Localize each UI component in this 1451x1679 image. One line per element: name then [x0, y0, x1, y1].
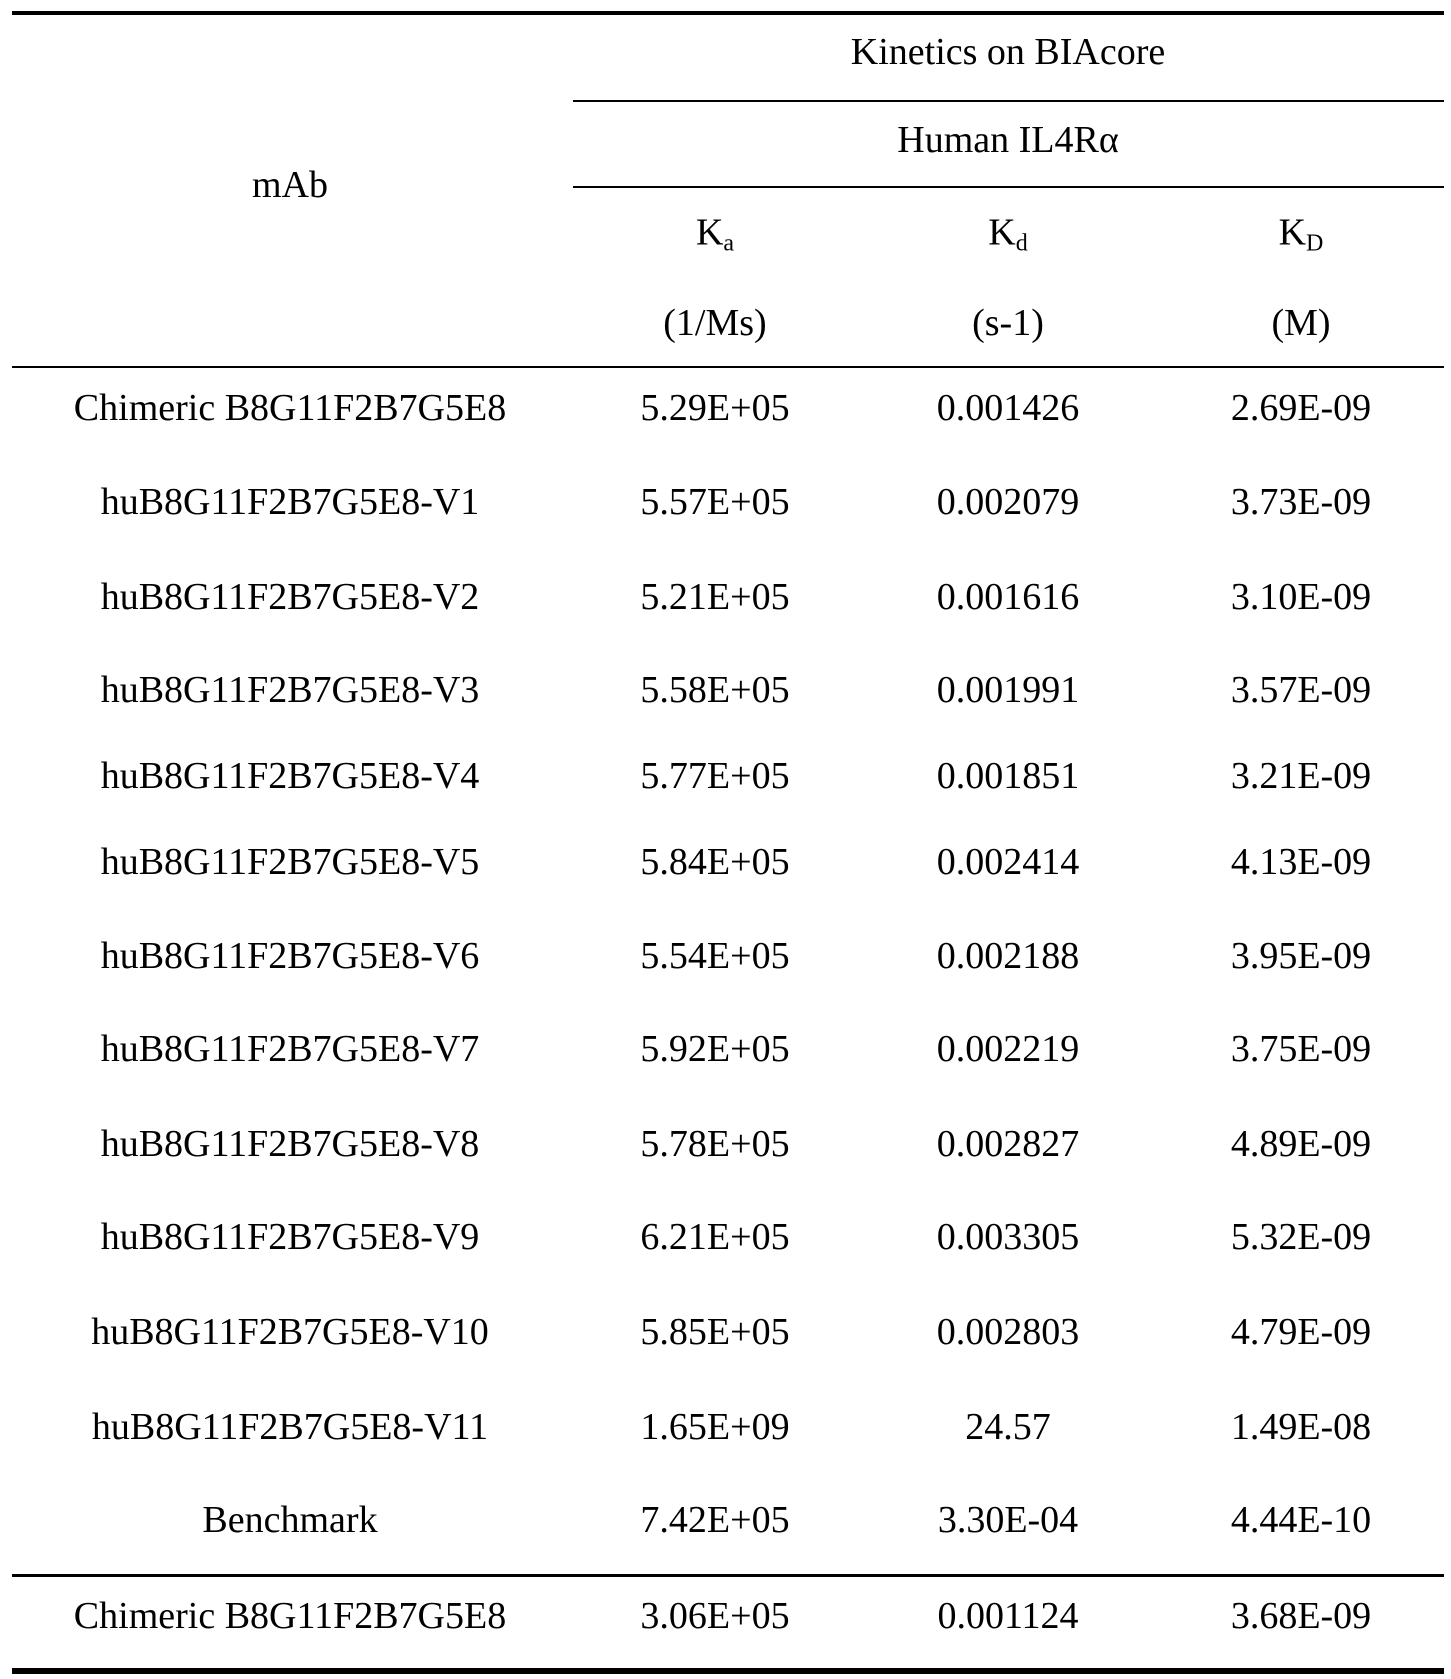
cell-KD: 4.79E-09 — [1231, 1310, 1371, 1354]
cell-kd: 0.002414 — [937, 840, 1080, 884]
cell-mab: huB8G11F2B7G5E8-V4 — [101, 754, 480, 798]
subscript: a — [723, 231, 734, 257]
cell-KD: 3.57E-09 — [1231, 668, 1371, 712]
cell-KD: 4.44E-10 — [1231, 1498, 1371, 1542]
cell-mab: huB8G11F2B7G5E8-V1 — [101, 480, 480, 524]
cell-kd: 0.002188 — [937, 934, 1080, 978]
symbol: K — [1279, 212, 1306, 254]
cell-kd: 0.002827 — [937, 1122, 1080, 1166]
cell-kd: 0.003305 — [937, 1215, 1080, 1259]
cell-mab: huB8G11F2B7G5E8-V11 — [92, 1405, 488, 1449]
cell-KD: 3.68E-09 — [1231, 1594, 1371, 1638]
header-rule — [12, 366, 1444, 368]
col-unit-kd: (s-1) — [972, 301, 1044, 345]
cell-mab: huB8G11F2B7G5E8-V9 — [101, 1215, 480, 1259]
cell-ka: 5.57E+05 — [640, 480, 789, 524]
cell-mab: huB8G11F2B7G5E8-V5 — [101, 840, 480, 884]
cell-KD: 3.75E-09 — [1231, 1027, 1371, 1071]
cell-mab: huB8G11F2B7G5E8-V10 — [91, 1310, 489, 1354]
cell-KD: 4.89E-09 — [1231, 1122, 1371, 1166]
antigen-header: Human IL4Rα — [897, 118, 1119, 162]
mab-header: mAb — [252, 163, 328, 207]
cell-ka: 5.29E+05 — [640, 386, 789, 430]
cell-mab: huB8G11F2B7G5E8-V2 — [101, 575, 480, 619]
cell-kd: 0.002803 — [937, 1310, 1080, 1354]
cell-kd: 0.001991 — [937, 668, 1080, 712]
cell-mab: huB8G11F2B7G5E8-V6 — [101, 934, 480, 978]
subscript: d — [1016, 231, 1028, 257]
group-rule — [573, 100, 1444, 102]
cell-ka: 3.06E+05 — [640, 1594, 789, 1638]
cell-KD: 1.49E-08 — [1231, 1405, 1371, 1449]
col-unit-ka: (1/Ms) — [663, 301, 766, 345]
cell-kd: 0.002219 — [937, 1027, 1080, 1071]
cell-ka: 5.85E+05 — [640, 1310, 789, 1354]
cell-kd: 0.001851 — [937, 754, 1080, 798]
cell-KD: 3.95E-09 — [1231, 934, 1371, 978]
cell-ka: 5.77E+05 — [640, 754, 789, 798]
cell-KD: 2.69E-09 — [1231, 386, 1371, 430]
top-rule — [12, 11, 1444, 15]
symbol: K — [696, 212, 723, 254]
cell-kd: 24.57 — [965, 1405, 1051, 1449]
cell-ka: 5.92E+05 — [640, 1027, 789, 1071]
cell-kd: 0.001124 — [937, 1594, 1078, 1638]
cell-KD: 5.32E-09 — [1231, 1215, 1371, 1259]
cell-KD: 4.13E-09 — [1231, 840, 1371, 884]
col-header-kd-eq — [1279, 211, 1324, 258]
cell-kd: 0.002079 — [937, 480, 1080, 524]
cell-ka: 6.21E+05 — [640, 1215, 789, 1259]
cell-ka: 5.58E+05 — [640, 668, 789, 712]
kinetics-table — [0, 0, 1451, 1679]
subscript: D — [1306, 231, 1323, 257]
symbol: K — [988, 212, 1015, 254]
cell-ka: 7.42E+05 — [640, 1498, 789, 1542]
col-header-ka — [696, 211, 734, 258]
cell-kd: 0.001426 — [937, 386, 1080, 430]
cell-mab: huB8G11F2B7G5E8-V8 — [101, 1122, 480, 1166]
cell-mab: huB8G11F2B7G5E8-V3 — [101, 668, 480, 712]
cell-ka: 5.54E+05 — [640, 934, 789, 978]
cell-mab: huB8G11F2B7G5E8-V7 — [101, 1027, 480, 1071]
cell-ka: 1.65E+09 — [640, 1405, 789, 1449]
group-header: Kinetics on BIAcore — [851, 30, 1165, 74]
cell-ka: 5.78E+05 — [640, 1122, 789, 1166]
cell-ka: 5.84E+05 — [640, 840, 789, 884]
antigen-rule — [573, 186, 1444, 188]
col-unit-kd-eq: (M) — [1271, 301, 1330, 345]
cell-KD: 3.73E-09 — [1231, 480, 1371, 524]
cell-ka: 5.21E+05 — [640, 575, 789, 619]
cell-mab: Chimeric B8G11F2B7G5E8 — [74, 1594, 506, 1638]
cell-mab: Benchmark — [202, 1498, 377, 1542]
cell-mab: Chimeric B8G11F2B7G5E8 — [74, 386, 506, 430]
cell-KD: 3.10E-09 — [1231, 575, 1371, 619]
col-header-kd — [988, 211, 1027, 258]
cell-kd: 3.30E-04 — [938, 1498, 1078, 1542]
cell-KD: 3.21E-09 — [1231, 754, 1371, 798]
footer-rule — [12, 1574, 1444, 1577]
cell-kd: 0.001616 — [937, 575, 1080, 619]
bottom-rule — [12, 1668, 1444, 1674]
